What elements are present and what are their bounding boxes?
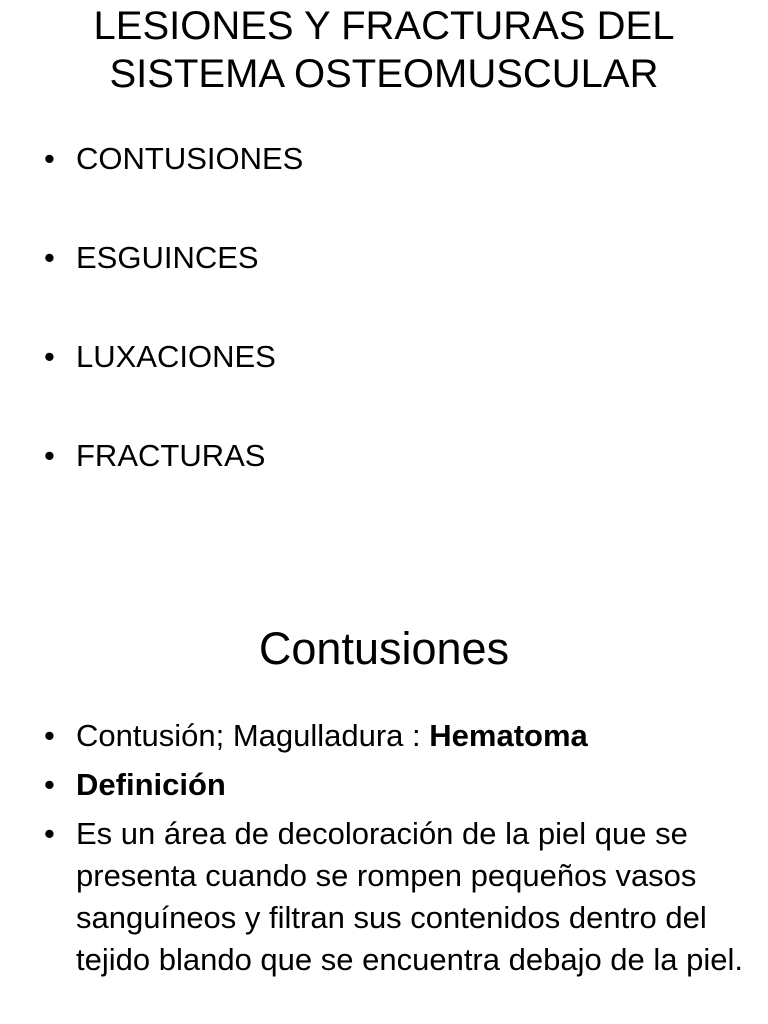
bullet-icon: • — [44, 718, 55, 753]
hematoma-text: Hematoma — [429, 718, 588, 753]
list-item-contusion — [0, 715, 768, 757]
slide-1-title-line-1: LESIONES Y FRACTURAS DEL — [93, 4, 675, 48]
list-item — [0, 237, 768, 336]
contusion-text: Contusión; Magulladura : — [76, 718, 430, 753]
bullet-icon: • — [44, 141, 55, 176]
definition-heading: Definición — [76, 767, 226, 802]
bullet-icon: • — [44, 438, 55, 473]
list-item — [0, 336, 768, 435]
slide-1-bullet-list — [0, 138, 768, 534]
list-item-description — [0, 813, 768, 981]
slide-2 — [0, 512, 768, 1024]
list-item-label: LUXACIONES — [76, 339, 276, 374]
bullet-icon: • — [44, 816, 55, 851]
slide-2-bullet-list — [0, 715, 768, 988]
list-item-label: CONTUSIONES — [76, 141, 304, 176]
bullet-icon: • — [44, 767, 55, 802]
list-item-definition — [0, 764, 768, 806]
list-item-label: ESGUINCES — [76, 240, 259, 275]
definition-text: Es un área de decoloración de la piel que se presenta cuando se rompen pequeños vasos sanguíneos y filtran sus contenidos dentro del tejido blando que se encuentra debajo de la piel. — [76, 816, 744, 977]
slide-2-title: Contusiones — [258, 623, 510, 674]
list-item-label: FRACTURAS — [76, 438, 266, 473]
slide-1-title-line-2: SISTEMA OSTEOMUSCULAR — [109, 52, 659, 96]
slide-1-title — [0, 2, 768, 98]
bullet-icon: • — [44, 240, 55, 275]
bullet-icon: • — [44, 339, 55, 374]
list-item — [0, 138, 768, 237]
